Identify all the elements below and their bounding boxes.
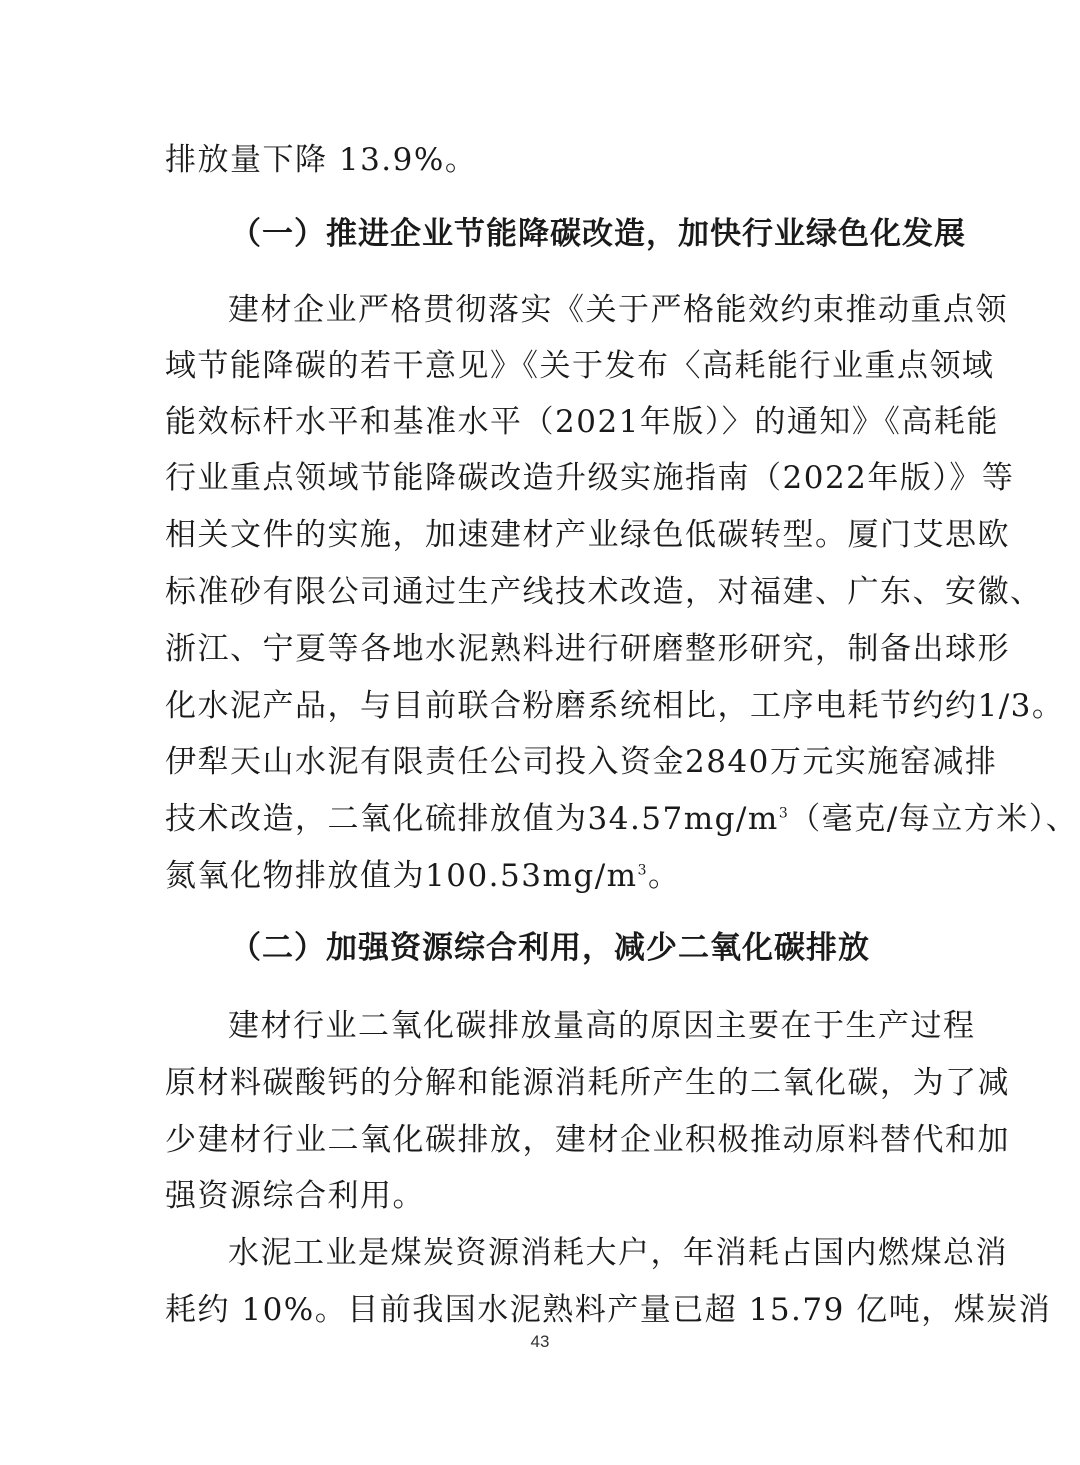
paragraph-line: 强资源综合利用。	[165, 1178, 425, 1214]
paragraph-line: 化水泥产品，与目前联合粉磨系统相比，工序电耗节约约1/3。	[165, 688, 1065, 724]
superscript: 3	[778, 805, 790, 822]
line-text: （毫克/每立方米）、	[789, 801, 1079, 837]
paragraph-line: 能效标杆水平和基准水平（2021年版）〉的通知》《高耗能	[165, 404, 999, 440]
line-text: 氮氧化物排放值为100.53mg/m	[165, 858, 638, 894]
paragraph-line: 建材企业严格贯彻落实《关于严格能效约束推动重点领	[228, 292, 1008, 328]
paragraph-line: 域节能降碳的若干意见》《关于发布〈高耗能行业重点领域	[165, 348, 995, 384]
paragraph-line: 原材料碳酸钙的分解和能源消耗所产生的二氧化碳，为了减	[165, 1065, 1010, 1101]
section-heading-2: （二）加强资源综合利用，减少二氧化碳排放	[230, 930, 870, 966]
superscript: 3	[637, 862, 648, 879]
section-heading-1: （一）推进企业节能降碳改造，加快行业绿色化发展	[230, 216, 966, 252]
paragraph-line: 行业重点领域节能降碳改造升级实施指南（2022年版）》等	[165, 460, 1015, 496]
paragraph-line: 水泥工业是煤炭资源消耗大户，年消耗占国内燃煤总消	[228, 1235, 1008, 1271]
paragraph-line: 相关文件的实施，加速建材产业绿色低碳转型。厦门艾思欧	[165, 517, 1010, 553]
paragraph-line: 浙江、宁夏等各地水泥熟料进行研磨整形研究，制备出球形	[165, 631, 1010, 667]
paragraph-line: 排放量下降 13.9%。	[165, 142, 478, 178]
page-number: 43	[530, 1332, 550, 1351]
paragraph-line: 建材行业二氧化碳排放量高的原因主要在于生产过程	[228, 1008, 976, 1044]
paragraph-line	[165, 856, 920, 896]
paragraph-line: 标准砂有限公司通过生产线技术改造，对福建、广东、安徽、	[165, 574, 1043, 610]
paragraph-line	[165, 799, 1079, 839]
line-text: 技术改造，二氧化硫排放值为34.57mg/m	[165, 801, 779, 837]
line-text: 。	[647, 858, 681, 894]
paragraph-line: 伊犁天山水泥有限责任公司投入资金2840万元实施窑减排	[165, 744, 998, 780]
paragraph-line: 少建材行业二氧化碳排放，建材企业积极推动原料替代和加	[165, 1122, 1010, 1158]
paragraph-line: 耗约 10%。目前我国水泥熟料产量已超 15.79 亿吨，煤炭消	[165, 1292, 1052, 1328]
